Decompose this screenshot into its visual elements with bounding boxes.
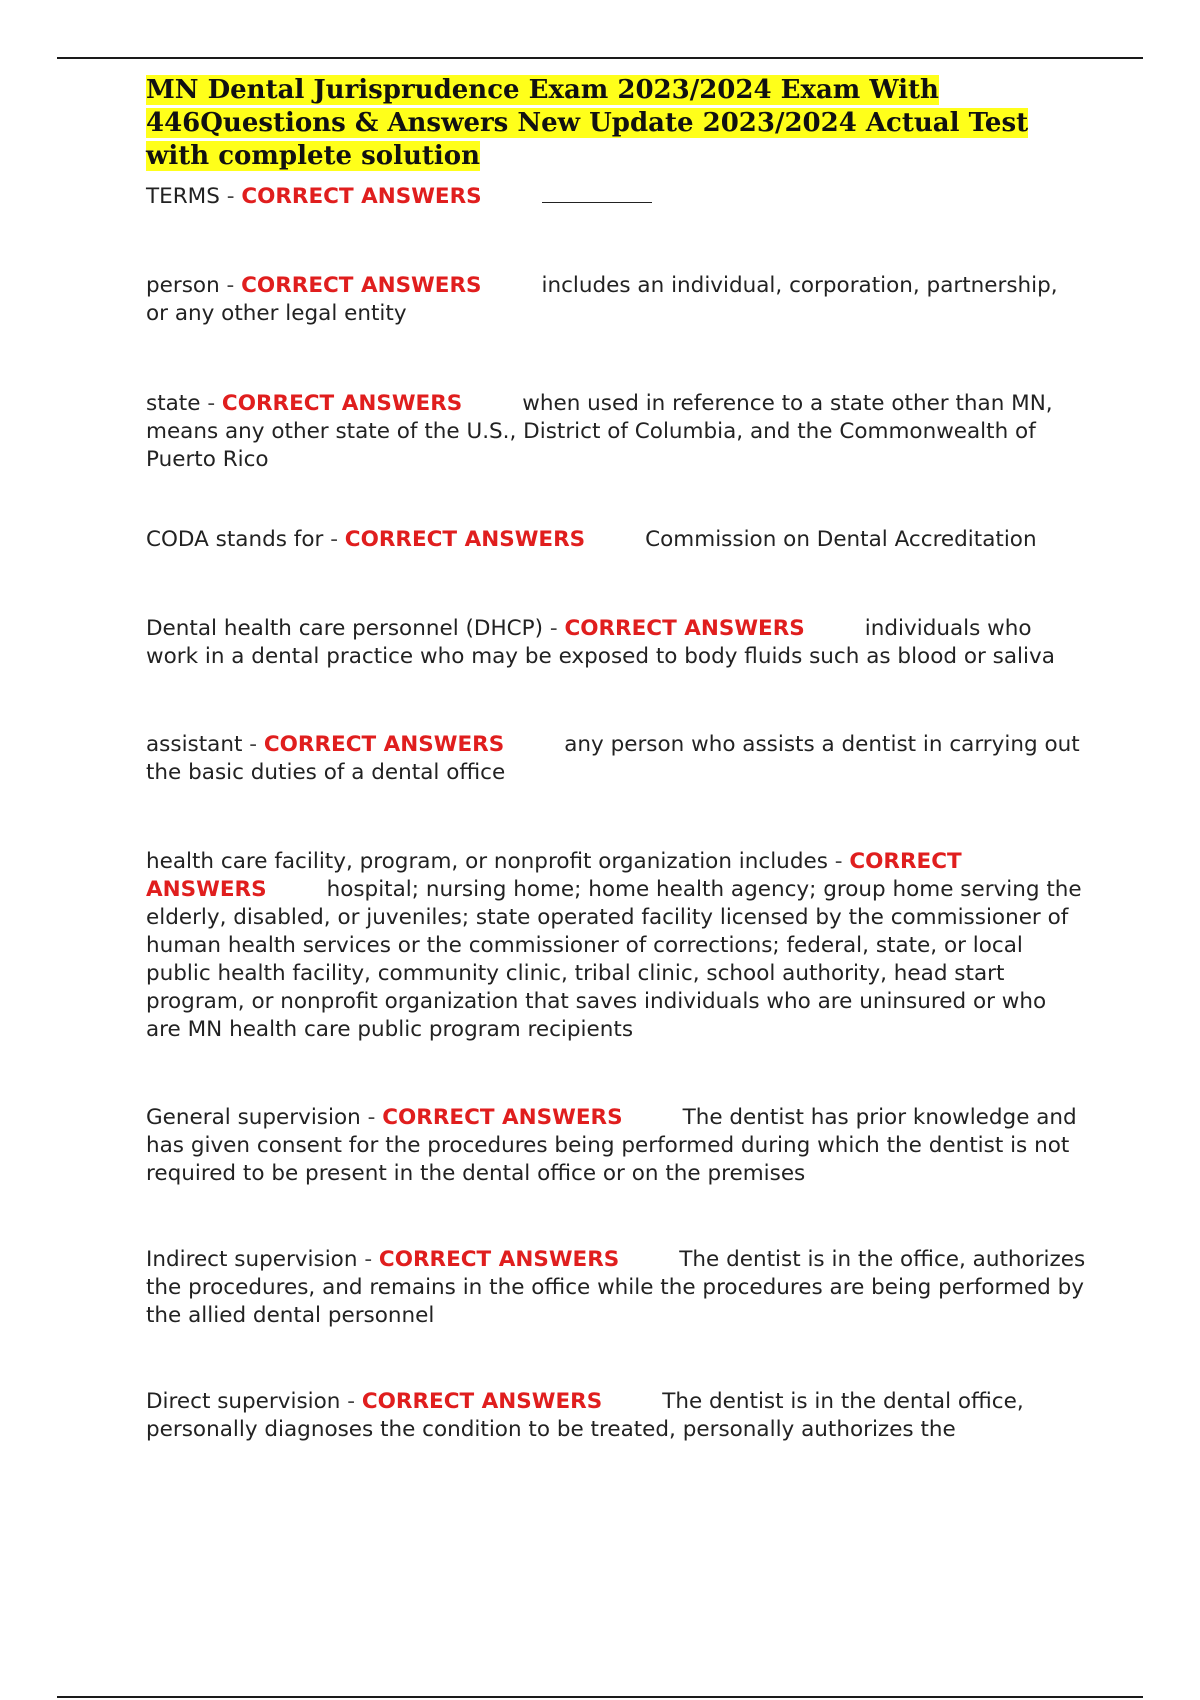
correct-answers-label: CORRECT ANSWERS	[241, 184, 482, 209]
correct-answers-label: CORRECT ANSWERS	[382, 1105, 623, 1130]
entry-separator: -	[330, 527, 338, 552]
correct-answers-label: CORRECT ANSWERS	[378, 1247, 620, 1272]
entry-term: state	[146, 391, 201, 416]
correct-answers-label: CORRECT ANSWERS	[241, 273, 482, 298]
correct-answers-label: CORRECT ANSWERS	[564, 616, 805, 641]
entry-indirect-supervision	[146, 1246, 1086, 1330]
entry-separator: -	[347, 1389, 356, 1414]
entry-separator: -	[207, 391, 216, 416]
entry-separator: -	[834, 849, 843, 874]
correct-answers-label: CORRECT ANSWERS	[263, 732, 505, 757]
entry-answer: includes an individual, corporation, partnership, or any other legal entity	[146, 273, 1058, 326]
entry-term: Direct supervision	[146, 1389, 341, 1414]
entry-term: General supervision	[146, 1105, 361, 1130]
top-rule	[57, 57, 1143, 59]
entry-health-care-facility	[146, 848, 1086, 1044]
entry-dhcp	[146, 615, 1086, 671]
entry-terms	[146, 183, 1086, 211]
entry-separator: -	[226, 273, 235, 298]
document-title	[146, 74, 1086, 173]
entry-term: TERMS	[146, 184, 220, 209]
entry-term: Dental health care personnel (DHCP)	[146, 616, 543, 641]
correct-answers-label: CORRECT ANSWERS	[221, 391, 463, 416]
entry-term: CODA stands for	[146, 527, 324, 552]
entry-general-supervision	[146, 1104, 1086, 1188]
entry-direct-supervision	[146, 1388, 1086, 1444]
correct-answers-label: CORRECT ANSWERS	[146, 849, 962, 902]
entry-term: health care facility, program, or nonprofit organization includes	[146, 849, 828, 874]
entry-term: assistant	[146, 732, 243, 757]
entry-term: Indirect supervision	[146, 1247, 358, 1272]
entry-answer: when used in reference to a state other than MN, means any other state of the U.S., District of Columbia, and the Commonwealth of Puerto Rico	[146, 391, 1053, 472]
entry-assistant	[146, 731, 1086, 787]
entry-answer: individuals who work in a dental practice who may be exposed to body fluids such as blood or saliva	[146, 616, 1055, 669]
correct-answers-label: CORRECT ANSWERS	[361, 1389, 603, 1414]
bottom-rule	[57, 1696, 1143, 1698]
entry-separator: -	[226, 184, 235, 209]
answer-blank-line	[542, 184, 652, 203]
entry-separator: -	[367, 1105, 376, 1130]
entry-coda	[146, 526, 1086, 554]
entry-separator: -	[249, 732, 258, 757]
title-highlight: MN Dental Jurisprudence Exam 2023/2024 Exam With 446Questions & Answers New Update 2023/2024 Actual Test with complete solution	[146, 75, 1029, 171]
entry-term: person	[146, 273, 220, 298]
document-body	[146, 74, 1086, 1444]
entry-separator: -	[364, 1247, 373, 1272]
entry-answer: Commission on Dental Accreditation	[645, 527, 1037, 552]
correct-answers-label: CORRECT ANSWERS	[344, 527, 586, 552]
entry-answer: any person who assists a dentist in carrying out the basic duties of a dental office	[146, 732, 1080, 785]
entry-person	[146, 272, 1086, 328]
entry-state	[146, 390, 1086, 474]
entry-separator: -	[549, 616, 558, 641]
entry-answer: The dentist has prior knowledge and has given consent for the procedures being performed during which the dentist is not required to be present in the dental office or on the premises	[146, 1105, 1077, 1186]
entry-answer: hospital; nursing home; home health agency; group home serving the elderly, disabled, or juveniles; state operated facility licensed by the commissioner of human health services or the commissioner of corrections; federal, state, or local public health facility, community clinic, tribal clinic, school authority, head start program, or nonprofit organization that saves individuals who are uninsured or who are MN health care public program recipients	[146, 877, 1082, 1042]
entry-answer: The dentist is in the office, authorizes the procedures, and remains in the office while the procedures are being performed by the allied dental personnel	[146, 1247, 1086, 1328]
entry-answer: The dentist is in the dental office, personally diagnoses the condition to be treated, personally authorizes the	[146, 1389, 1024, 1442]
